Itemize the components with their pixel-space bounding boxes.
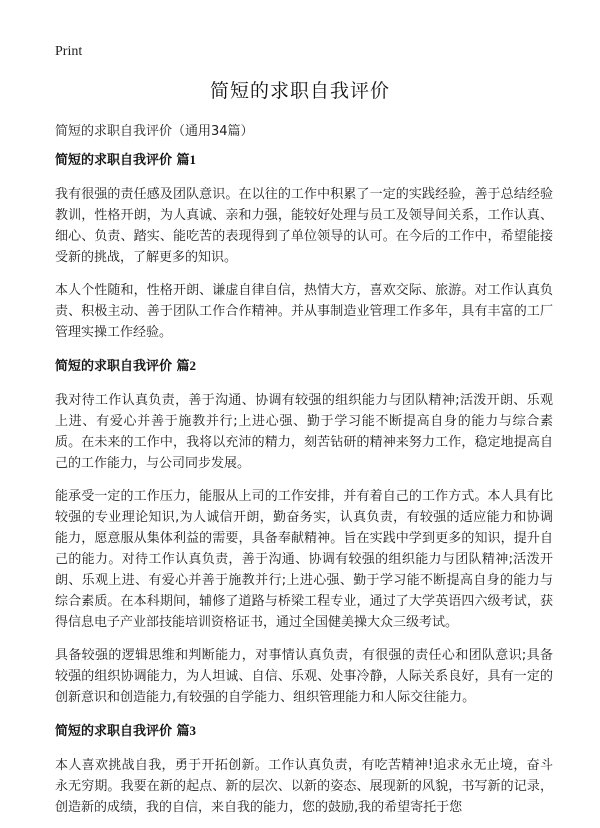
section-heading-number: 3 [189,723,197,738]
section-heading-number: 1 [189,152,197,167]
paragraph: 本人个性随和，性格开朗、谦虚自律自信，热情大方，喜欢交际、旅游。对工作认真负责、积极主动、善于团队工作合作精神。并从事制造业管理工作多年，具有丰富的工厂管理实操工作经验。 [55,283,553,340]
print-label: Print [55,44,83,59]
section-heading [55,722,553,741]
section-heading [55,357,553,376]
section-heading-text: 简短的求职自我评价 篇 [55,153,190,168]
paragraph: 能承受一定的工作压力，能服从上司的工作安排，并有着自己的工作方式。本人具有比较强的专业理论知识,为人诚信开朗，勤奋务实，认真负责，有较强的适应能力和协调能力，愿意服从集体利益的需要，具备奉献精神。旨在实践中学到更多的知识，提升自己的能力。对待工作认真负责，善于沟通、协调有较强的组织能力与团队精神;活泼开朗、乐观上进、有爱心并善于施教并行;上进心强、勤于学习能不断提高自身的能力与综合素质。在本科期间，辅修了道路与桥梁工程专业，通过了大学英语四六级考试，获得信息电子产业部技能培训资格证书，通过全国健美操大众三级考试。 [55,489,553,630]
section-heading [55,151,553,170]
page-title: 简短的求职自我评价 [209,80,390,102]
section-heading-number: 2 [189,358,197,373]
paragraph: 本人喜欢挑战自我，勇于开拓创新。工作认真负责，有吃苦精神!追求永无止境，奋斗永无穷期。我要在新的起点、新的层次、以新的姿态、展现新的风貌，书写新的记录，创造新的成绩，我的自信，来自我的能力，您的鼓励,我的希望寄托于您 [55,758,553,815]
document-body [55,151,553,828]
paragraph: 我有很强的责任感及团队意识。在以往的工作中积累了一定的实践经验，善于总结经验教训，性格开朗，为人真诚、亲和力强，能较好处理与员工及领导间关系，工作认真、细心、负责、踏实、能吃苦的表现得到了单位领导的认可。在今后的工作中，希望能接受新的挑战，了解更多的知识。 [55,187,553,265]
section-1 [55,151,553,343]
section-2 [55,357,553,708]
section-3 [55,722,553,818]
paragraph: 具备较强的逻辑思维和判断能力，对事情认真负责，有很强的责任心和团队意识;具备较强的组织协调能力，为人坦诚、自信、乐观、处事冷静，人际关系良好，具有一定的创新意识和创造能力,有较强的自学能力、组织管理能力和人际交往能力。 [55,648,553,705]
paragraph: 我对待工作认真负责，善于沟通、协调有较强的组织能力与团队精神;活泼开朗、乐观上进、有爱心并善于施教并行;上进心强、勤于学习能不断提高自身的能力与综合素质。在未来的工作中，我将以充沛的精力，刻苦钻研的精神来努力工作，稳定地提高自己的工作能力，与公司同步发展。 [55,393,553,471]
section-heading-text: 简短的求职自我评价 篇 [55,724,190,739]
section-heading-text: 简短的求职自我评价 篇 [55,359,190,374]
document-subtitle: 简短的求职自我评价（通用34篇） [55,124,254,139]
